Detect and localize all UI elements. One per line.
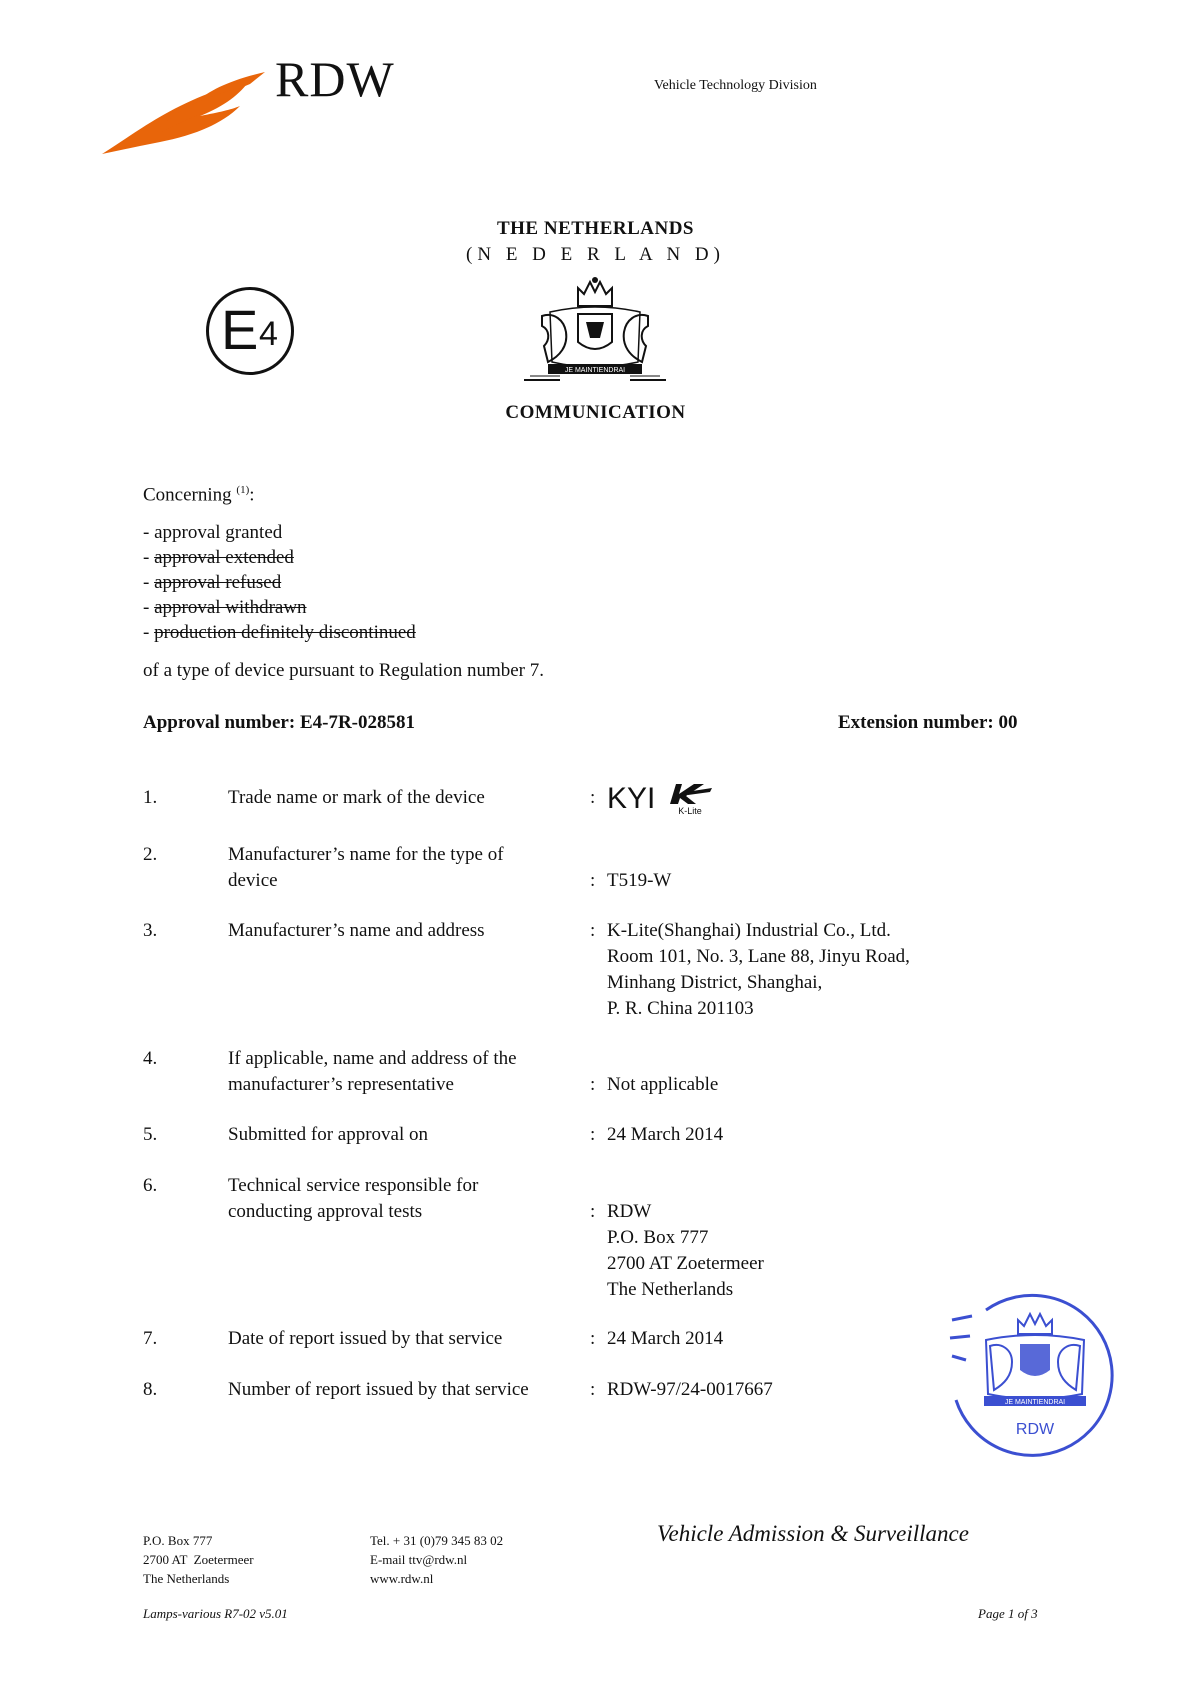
item-value: P.O. Box 777 — [607, 1227, 709, 1248]
item-colon: : — [590, 920, 596, 941]
coat-of-arms — [520, 276, 670, 388]
item-label: Technical service responsible for — [228, 1175, 479, 1196]
rdw-leaf-icon — [100, 50, 270, 160]
e-mark-circle — [206, 287, 294, 375]
official-stamp — [946, 1290, 1116, 1462]
item-value: 24 March 2014 — [607, 1328, 724, 1349]
item-value: T519-W — [607, 870, 672, 891]
k-lite-brand: K-Lite — [678, 806, 702, 816]
item-value: 2700 AT Zoetermeer — [607, 1253, 764, 1274]
division-label: Vehicle Technology Division — [654, 78, 817, 93]
page-number: Page 1 of 3 — [978, 1606, 1038, 1621]
k-lite-icon — [666, 780, 714, 816]
footer-contact — [370, 1531, 503, 1588]
concerning-option-struck: - approval withdrawn — [143, 597, 307, 618]
item-value: RDW-97/24-0017667 — [607, 1379, 773, 1400]
item-value: P. R. China 201103 — [607, 998, 754, 1019]
stamp-seal-icon — [946, 1290, 1116, 1462]
item-value: Room 101, No. 3, Lane 88, Jinyu Road, — [607, 946, 910, 967]
item-colon: : — [590, 1124, 596, 1145]
concerning-option: - approval granted — [143, 522, 283, 543]
concerning-label: Concerning — [143, 484, 232, 506]
country-native-name: (N E D E R L A N D) — [466, 244, 725, 265]
item-colon: : — [590, 1074, 596, 1095]
item-value: RDW — [607, 1201, 652, 1222]
item-label: Date of report issued by that service — [228, 1328, 503, 1349]
item-label: conducting approval tests — [228, 1201, 423, 1222]
stamp-text: RDW — [1015, 1421, 1055, 1438]
footer-email: E-mail ttv@rdw.nl — [370, 1552, 468, 1567]
item-label: Number of report issued by that service — [228, 1379, 529, 1400]
document-title: COMMUNICATION — [505, 402, 686, 423]
footer-address-line: 2700 AT Zoetermeer — [143, 1552, 254, 1567]
item-number: 8. — [143, 1379, 158, 1400]
rdw-logo — [100, 50, 420, 160]
item-label: manufacturer’s representative — [228, 1074, 454, 1095]
concerning-option-text: approval refused — [154, 572, 282, 593]
item-number: 1. — [143, 787, 158, 808]
concerning-option-struck: - approval refused — [143, 572, 282, 593]
item-number: 3. — [143, 920, 158, 941]
item-colon: : — [590, 1201, 596, 1222]
item-label: Submitted for approval on — [228, 1124, 428, 1145]
item-colon: : — [590, 1379, 596, 1400]
item-label: Manufacturer’s name and address — [228, 920, 485, 941]
footer-department: Vehicle Admission & Surveillance — [657, 1521, 969, 1546]
concerning-suffix: : — [249, 484, 255, 506]
rdw-logo-text: RDW — [275, 51, 395, 107]
approval-number: Approval number: E4-7R-028581 — [143, 712, 415, 733]
item-number: 4. — [143, 1048, 158, 1069]
item-value: 24 March 2014 — [607, 1124, 724, 1145]
item-number: 2. — [143, 844, 158, 865]
item-value: The Netherlands — [607, 1279, 734, 1300]
item-value: Not applicable — [607, 1074, 719, 1095]
trade-mark-text: KYI — [607, 782, 656, 815]
coat-of-arms-icon — [520, 276, 670, 388]
form-reference: Lamps-various R7-02 v5.01 — [143, 1606, 288, 1621]
regulation-line: of a type of device pursuant to Regulation number 7. — [143, 660, 545, 681]
country-name: THE NETHERLANDS — [496, 218, 695, 239]
coat-motto: JE MAINTIENDRAI — [564, 367, 626, 374]
footer-phone: Tel. + 31 (0)79 345 83 02 — [370, 1533, 504, 1548]
item-value: Minhang District, Shanghai, — [607, 972, 823, 993]
concerning-option-text: approval withdrawn — [154, 597, 307, 618]
concerning-heading — [143, 484, 255, 506]
footer-address-line: The Netherlands — [143, 1571, 230, 1586]
k-lite-logo — [666, 780, 714, 816]
item-number: 7. — [143, 1328, 158, 1349]
item-label: Manufacturer’s name for the type of — [228, 844, 504, 865]
footer-address — [143, 1531, 254, 1588]
concerning-option-text: production definitely discontinued — [154, 622, 416, 643]
e-mark-letter: E — [221, 298, 259, 361]
concerning-option-text: approval extended — [154, 547, 294, 568]
e-mark-number: 4 — [259, 315, 278, 353]
footer-website: www.rdw.nl — [370, 1571, 434, 1586]
item-number: 6. — [143, 1175, 158, 1196]
stamp-motto: JE MAINTIENDRAI — [1004, 1399, 1066, 1406]
footer-address-line: P.O. Box 777 — [143, 1533, 213, 1548]
item-label: If applicable, name and address of the — [228, 1048, 517, 1069]
concerning-option-struck: - approval extended — [143, 547, 294, 568]
concerning-option-struck: - production definitely discontinued — [143, 622, 416, 643]
item-value: K-Lite(Shanghai) Industrial Co., Ltd. — [607, 920, 891, 941]
item-colon: : — [590, 870, 596, 891]
item-label: Trade name or mark of the device — [228, 787, 485, 808]
concerning-footnote: (1) — [236, 484, 250, 496]
item-colon: : — [590, 1328, 596, 1349]
extension-number: Extension number: 00 — [838, 712, 1018, 733]
item-number: 5. — [143, 1124, 158, 1145]
item-label: device — [228, 870, 278, 891]
item-colon: : — [590, 787, 596, 808]
